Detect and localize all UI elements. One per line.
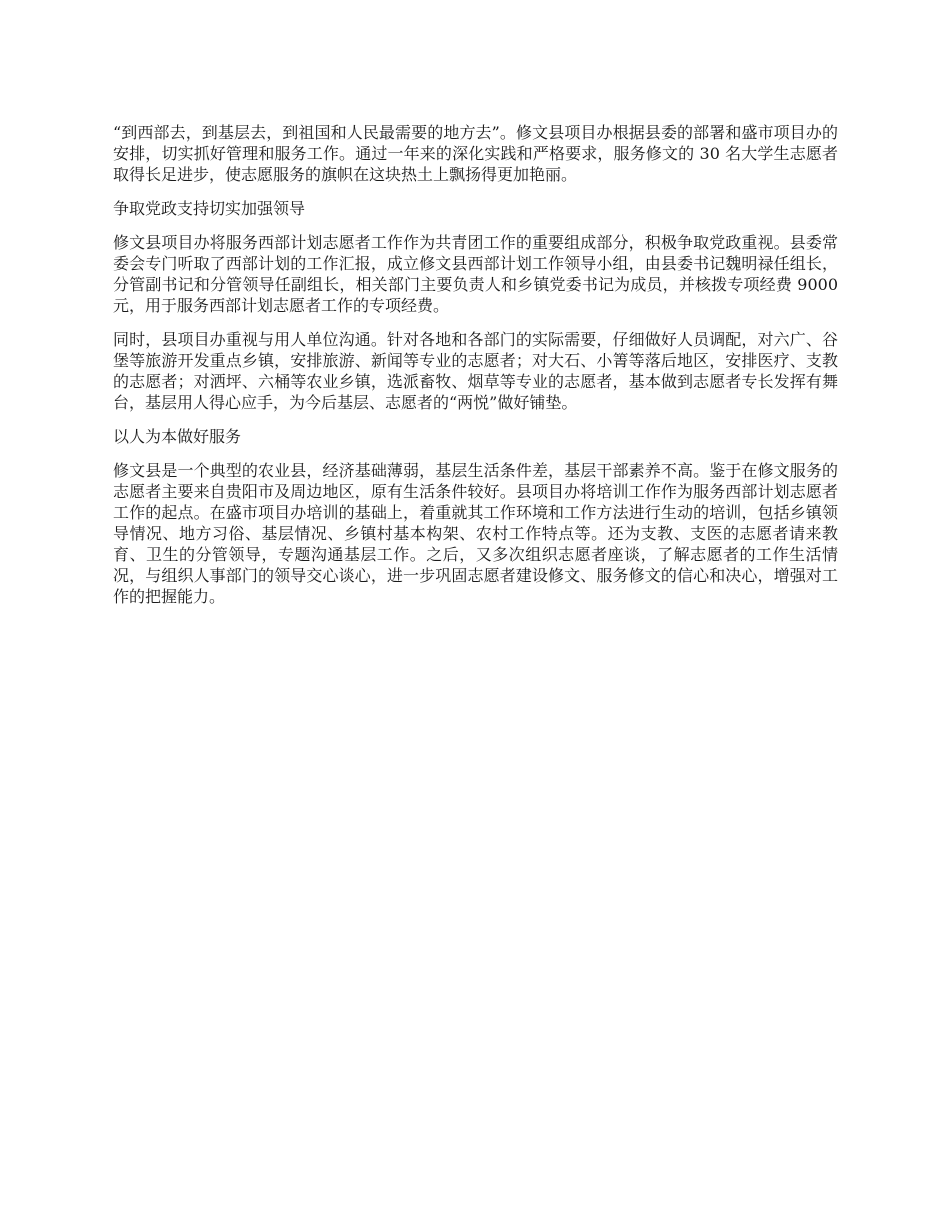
intro-paragraph: “到西部去，到基层去，到祖国和人民最需要的地方去”。修文县项目办根据县委的部署和盛市项目办的安排，切实抓好管理和服务工作。通过一年来的深化实践和严格要求，服务修文的 30 名大学生志愿者取得长足进步，使志愿服务的旗帜在这块热土上飘扬得更加艳丽。 [113,123,838,184]
section-heading-leadership: 争取党政支持切实加强领导 [113,199,306,218]
document-body [113,122,838,620]
service-paragraph: 修文县是一个典型的农业县，经济基础薄弱，基层生活条件差，基层干部素养不高。鉴于在修文服务的志愿者主要来自贵阳市及周边地区，原有生活条件较好。县项目办将培训工作作为服务西部计划志愿者工作的起点。在盛市项目办培训的基础上，着重就其工作环境和工作方法进行生动的培训，包括乡镇领导情况、地方习俗、基层情况、乡镇村基本构架、农村工作特点等。还为支教、支医的志愿者请来教育、卫生的分管领导，专题沟通基层工作。之后，又多次组织志愿者座谈，了解志愿者的工作生活情况，与组织人事部门的领导交心谈心，进一步巩固志愿者建设修文、服务修文的信心和决心，增强对工作的把握能力。 [113,461,838,606]
section-heading-service: 以人为本做好服务 [113,427,242,446]
communication-paragraph: 同时，县项目办重视与用人单位沟通。针对各地和各部门的实际需要，仔细做好人员调配，对六广、谷堡等旅游开发重点乡镇，安排旅游、新闻等专业的志愿者；对大石、小箐等落后地区，安排医疗、支教的志愿者；对洒坪、六桶等农业乡镇，选派畜牧、烟草等专业的志愿者，基本做到志愿者专长发挥有舞台，基层用人得心应手，为今后基层、志愿者的“两悦”做好铺垫。 [113,330,838,412]
leadership-paragraph: 修文县项目办将服务西部计划志愿者工作作为共青团工作的重要组成部分，积极争取党政重视。县委常委会专门听取了西部计划的工作汇报，成立修文县西部计划工作领导小组，由县委书记魏明禄任组长，分管副书记和分管领导任副组长，相关部门主要负责人和乡镇党委书记为成员，并核拨专项经费 9000 元，用于服务西部计划志愿者工作的专项经费。 [113,233,838,315]
